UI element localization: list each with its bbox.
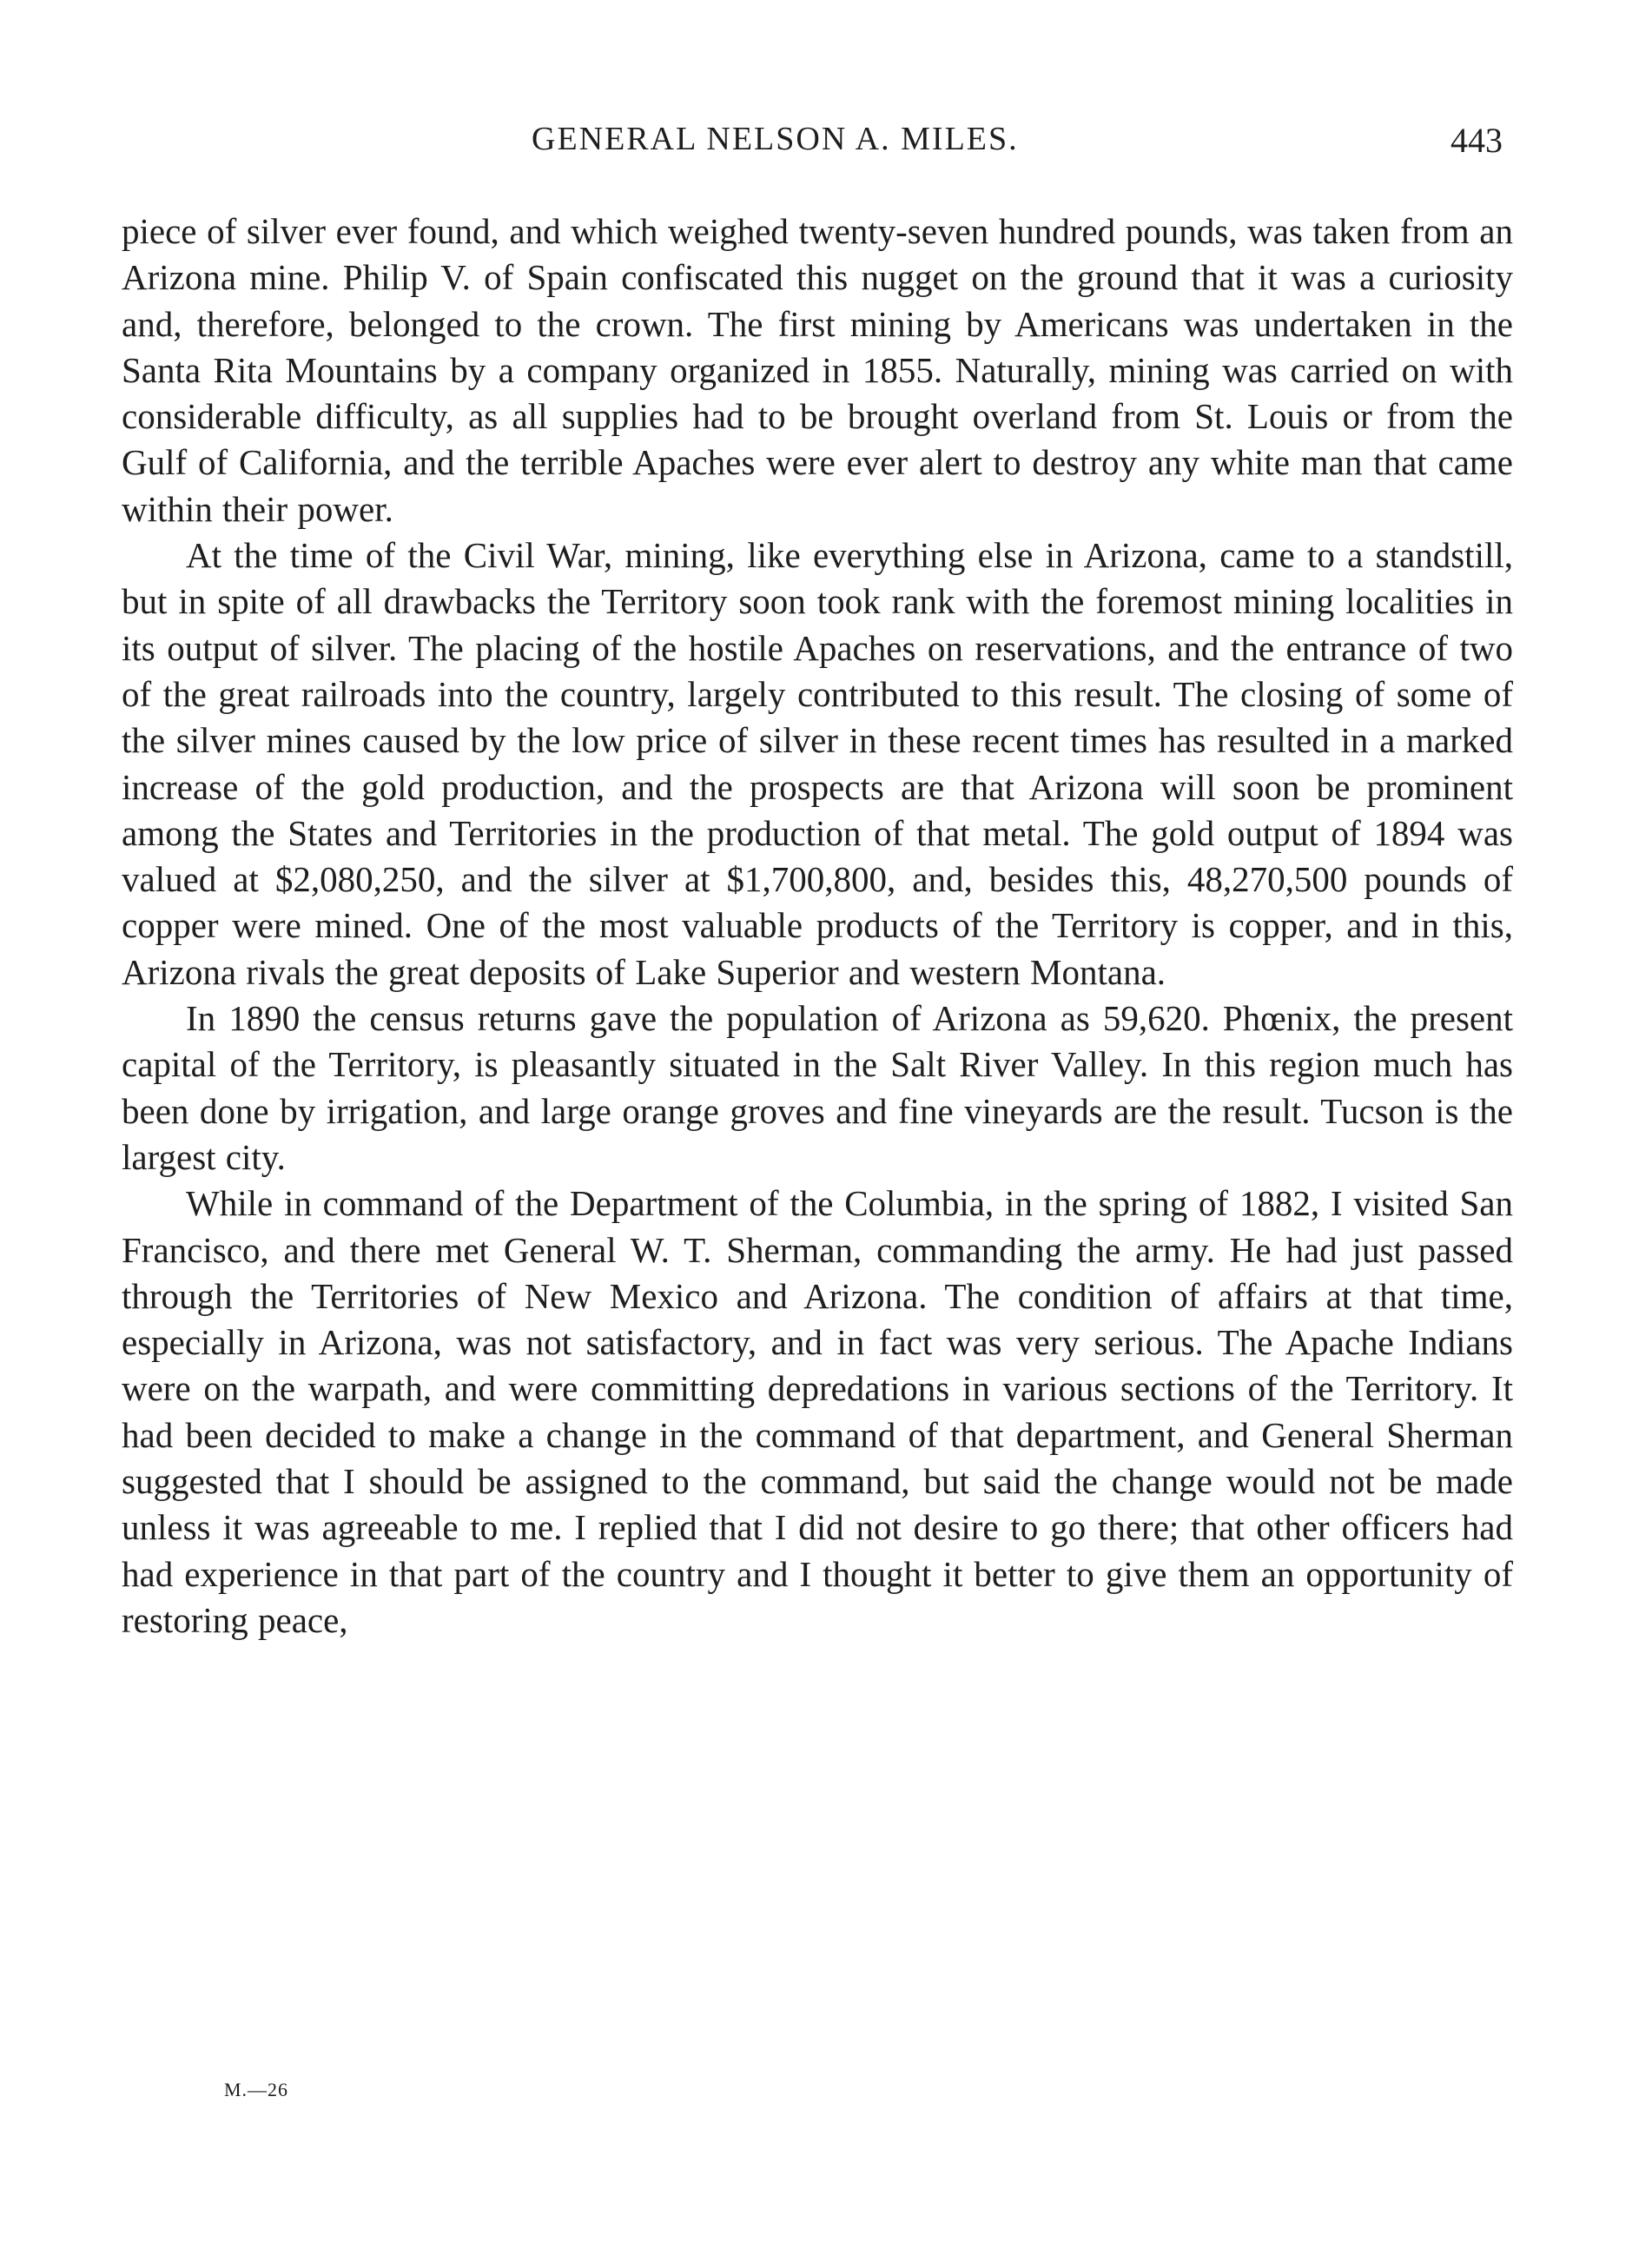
body-text bbox=[122, 208, 1513, 1644]
page-header bbox=[0, 120, 1652, 172]
paragraph-census-1890: In 1890 the census returns gave the population of Arizona as 59,620. Phœnix, the present capital of the Territory, is pleasantly situated in the Salt River Valley. In this region much has been done by irrigation, and large orange groves and fine vineyards are the result. Tucson is the largest city. bbox=[122, 998, 1513, 1177]
paragraph-civil-war-mining: At the time of the Civil War, mining, like everything else in Arizona, came to a standstill, but in spite of all drawbacks the Territory soon took rank with the foremost mining localities in its output of silver. The placing of the hostile Apaches on reservations, and the entrance of two of the great railroads into the country, largely contributed to this result. The closing of some of the silver mines caused by the low price of silver in these recent times has resulted in a marked increase of the gold production, and the prospects are that Arizona will soon be prominent among the States and Territories in the production of that metal. The gold output of 1894 was valued at $2,080,250, and the silver at $1,700,800, and, besides this, 48,270,500 pounds of copper were mined. One of the most valuable products of the Territory is copper, and in this, Arizona rivals the great deposits of Lake Superior and western Montana. bbox=[122, 535, 1513, 992]
page-number: 443 bbox=[1450, 121, 1503, 160]
paragraph-department-columbia: While in command of the Department of the Columbia, in the spring of 1882, I visited San Francisco, and there met General W. T. Sherman, commanding the army. He had just passed through the Territories of New Mexico and Arizona. The condition of affairs at that time, especially in Arizona, was not satisfactory, and in fact was very serious. The Apache Indians were on the warpath, and were committing depredations in various sections of the Territory. It had been decided to make a change in the command of that department, and General Sherman suggested that I should be assigned to the command, but said the change would not be made unless it was agreeable to me. I replied that I did not desire to go there; that other officers had had experience in that part of the country and I thought it better to give them an opportunity of restoring peace, bbox=[122, 1183, 1513, 1640]
paragraph-continued: piece of silver ever found, and which weighed twenty-seven hundred pounds, was taken from an Arizona mine. Philip V. of Spain confiscated this nugget on the ground that it was a curiosity and, therefore, belonged to the crown. The first mining by Americans was undertaken in the Santa Rita Mountains by a company organized in 1855. Naturally, mining was carried on with considerable difficulty, as all supplies had to be brought overland from St. Louis or from the Gulf of California, and the terrible Apaches were ever alert to destroy any white man that came within their power. bbox=[122, 211, 1513, 529]
signature-mark: M.—26 bbox=[224, 2079, 289, 2100]
running-title: GENERAL NELSON A. MILES. bbox=[532, 121, 1019, 157]
